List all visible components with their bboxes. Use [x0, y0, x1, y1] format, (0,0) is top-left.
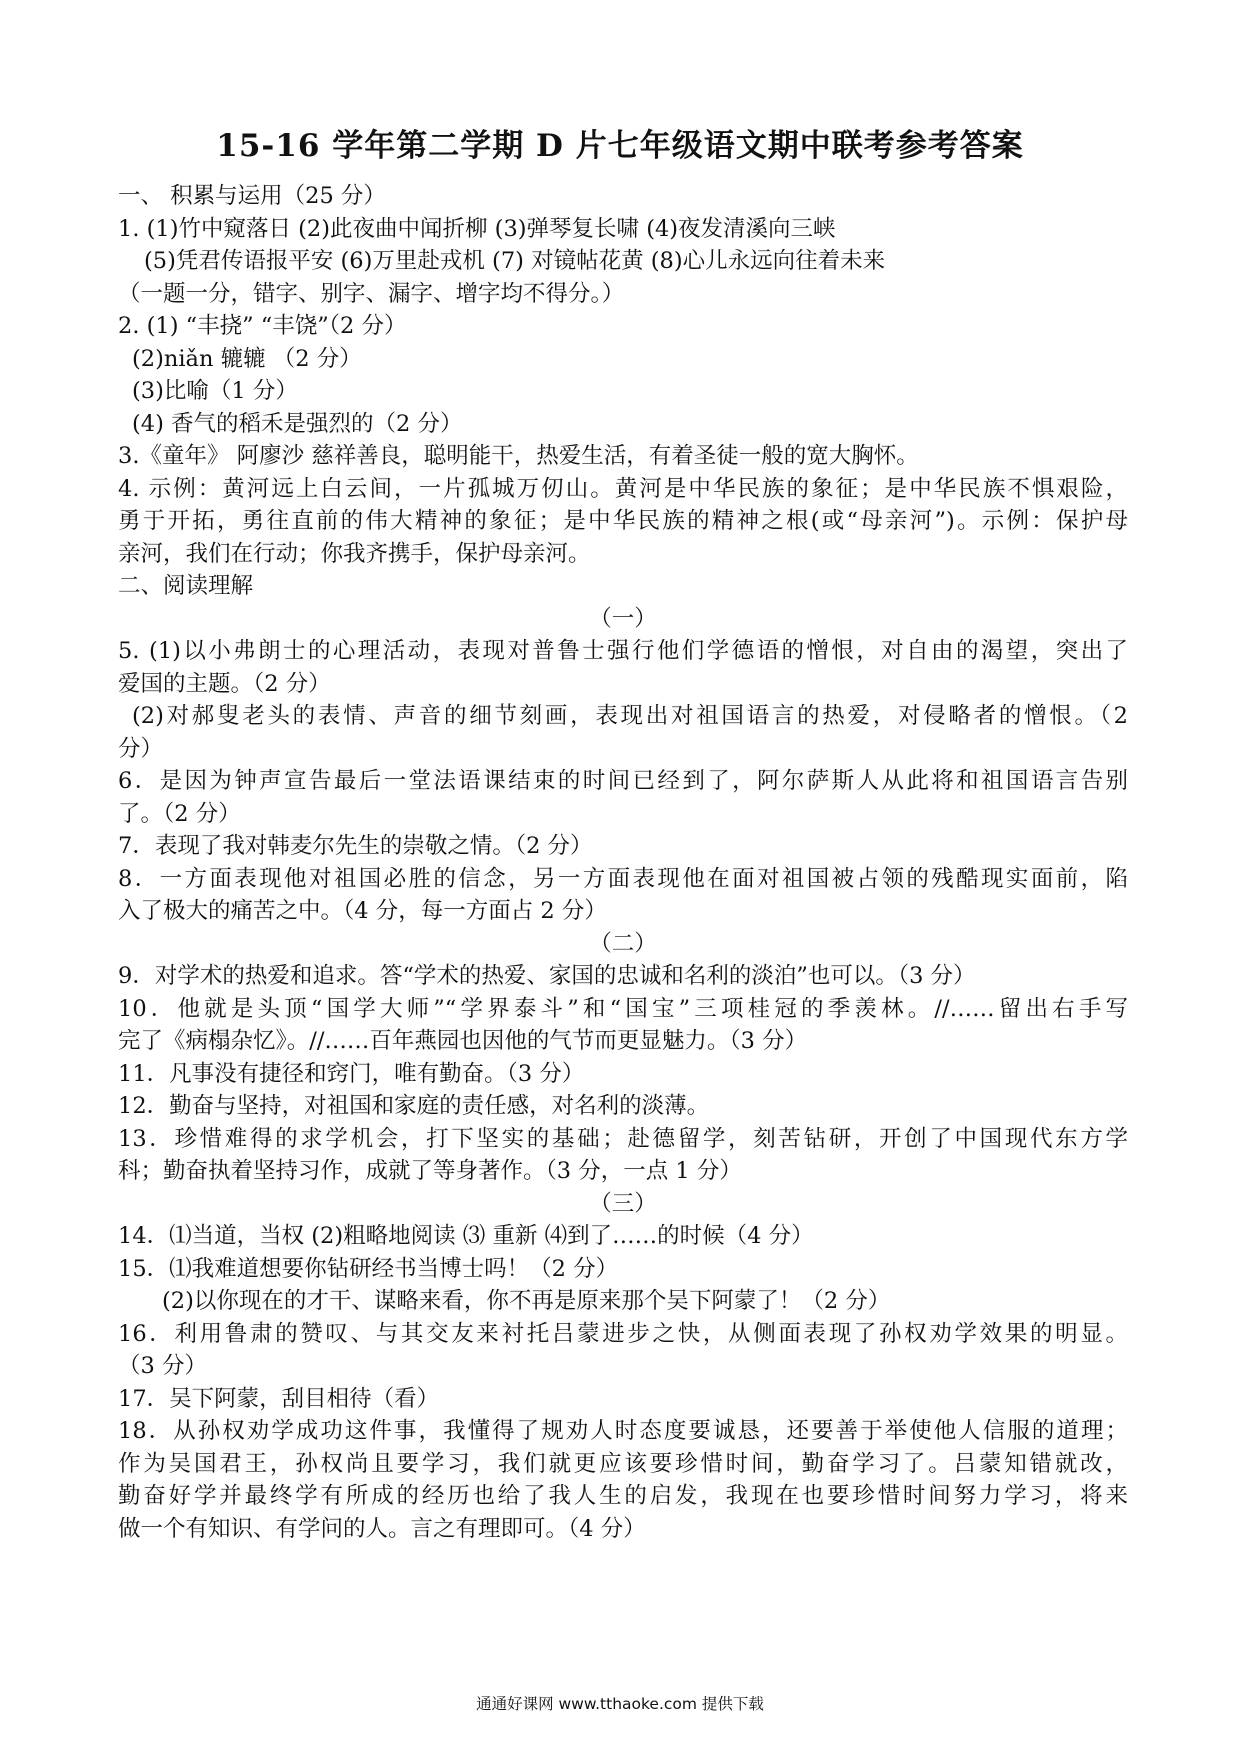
answer-line: 5. (1)以小弗朗士的心理活动，表现对普鲁士强行他们学德语的憎恨，对自由的渴望，突出了: [118, 638, 1128, 664]
answer-line: 16．利用鲁肃的赞叹、与其交友来衬托吕蒙进步之快，从侧面表现了孙权劝学效果的明显。: [118, 1320, 1128, 1347]
answer-content: [118, 180, 1128, 1545]
answer-line: 4. 示例：黄河远上白云间，一片孤城万仞山。黄河是中华民族的象征；是中华民族不惧艰险，: [118, 475, 1128, 502]
answer-line: 7．表现了我对韩麦尔先生的崇敬之情。（2 分）: [118, 833, 593, 859]
answer-line: 亲河，我们在行动；你我齐携手，保护母亲河。: [118, 540, 591, 567]
answer-line: 分）: [118, 735, 164, 762]
answer-line: 科；勤奋执着坚持习作，成就了等身著作。（3 分，一点 1 分）: [118, 1158, 742, 1184]
answer-line: 爱国的主题。（2 分）: [118, 670, 331, 697]
answer-line: (2)niǎn 辘辘 （2 分）: [132, 345, 362, 372]
answer-line: 6．是因为钟声宣告最后一堂法语课结束的时间已经到了，阿尔萨斯人从此将和祖国语言告别: [118, 768, 1128, 794]
answer-line: (3)比喻（1 分）: [132, 378, 298, 404]
subsection-heading: （一）: [589, 605, 657, 632]
subsection-heading: （三）: [589, 1190, 657, 1217]
page-title: 15-16 学年第二学期 D 片七年级语文期中联考参考答案: [216, 128, 1024, 164]
answer-line: 3.《童年》 阿廖沙 慈祥善良，聪明能干，热爱生活，有着圣徒一般的宽大胸怀。: [118, 443, 919, 469]
answer-line: 15．⑴我难道想要你钻研经书当博士吗！（2 分）: [118, 1255, 619, 1282]
answer-line: 做一个有知识、有学问的人。言之有理即可。（4 分）: [118, 1515, 646, 1542]
answer-line: 14．⑴当道，当权 (2)粗略地阅读 ⑶ 重新 ⑷到了……的时候（4 分）: [118, 1223, 814, 1249]
answer-line: 了。（2 分）: [118, 800, 241, 827]
answer-line: （3 分）: [118, 1353, 207, 1379]
answer-line: 17．吴下阿蒙，刮目相待（看）: [118, 1385, 440, 1412]
answer-line: (5)凭君传语报平安 (6)万里赴戎机 (7) 对镜帖花黄 (8)心儿永远向往着未来: [144, 248, 886, 274]
answer-line: 8．一方面表现他对祖国必胜的信念，另一方面表现他在面对祖国被占领的残酷现实面前，陷: [118, 865, 1128, 892]
answer-line: （一题一分，错字、别字、漏字、增字均不得分。）: [118, 280, 625, 307]
answer-line: 勇于开拓，勇往直前的伟大精神的象征；是中华民族的精神之根(或“母亲河”)。示例：保护母: [118, 508, 1128, 534]
footer-source: 通通好课网 www.tthaoke.com 提供下载: [476, 1695, 764, 1713]
section-heading-2: 二、阅读理解: [118, 573, 254, 599]
answer-line: 9．对学术的热爱和追求。答“学术的热爱、家国的忠诚和名利的淡泊”也可以。（3 分）: [118, 963, 976, 989]
answer-line: (2)以你现在的才干、谋略来看，你不再是原来那个吴下阿蒙了！（2 分）: [162, 1288, 891, 1314]
answer-line: 作为吴国君王，孙权尚且要学习，我们就更应该要珍惜时间，勤奋学习了。吕蒙知错就改，: [118, 1450, 1128, 1477]
answer-line: 勤奋好学并最终学有所成的经历也给了我人生的启发，我现在也要珍惜时间努力学习，将来: [118, 1483, 1128, 1509]
answer-line: 11．凡事没有捷径和窍门，唯有勤奋。（3 分）: [118, 1060, 585, 1087]
answer-line: 12．勤奋与坚持，对祖国和家庭的责任感，对名利的淡薄。: [118, 1093, 710, 1119]
answer-line: 13．珍惜难得的求学机会，打下坚实的基础；赴德留学，刻苦钻研，开创了中国现代东方学: [118, 1125, 1128, 1152]
subsection-heading: （二）: [589, 930, 657, 957]
answer-line: (2)对郝叟老头的表情、声音的细节刻画，表现出对祖国语言的热爱，对侵略者的憎恨。（2: [132, 703, 1128, 729]
answer-line: 1. (1)竹中窥落日 (2)此夜曲中闻折柳 (3)弹琴复长啸 (4)夜发清溪向三峡: [118, 215, 836, 242]
answer-line: 入了极大的痛苦之中。（4 分，每一方面占 2 分）: [118, 898, 607, 924]
answer-line: 完了《病榻杂忆》。//……百年燕园也因他的气节而更显魅力。（3 分）: [118, 1028, 808, 1054]
answer-line: 18．从孙权劝学成功这件事，我懂得了规劝人时态度要诚恳，还要善于举使他人信服的道理；: [118, 1418, 1128, 1444]
answer-line: 2. (1) “丰挠” “丰饶”（2 分）: [118, 313, 407, 339]
section-heading-1: 一、 积累与运用（25 分）: [118, 183, 386, 209]
answer-line: 10．他就是头顶“国学大师”“学界泰斗”和“国宝”三项桂冠的季羡林。//……留出右手写: [118, 995, 1128, 1022]
answer-line: (4) 香气的稻禾是强烈的（2 分）: [132, 410, 463, 437]
